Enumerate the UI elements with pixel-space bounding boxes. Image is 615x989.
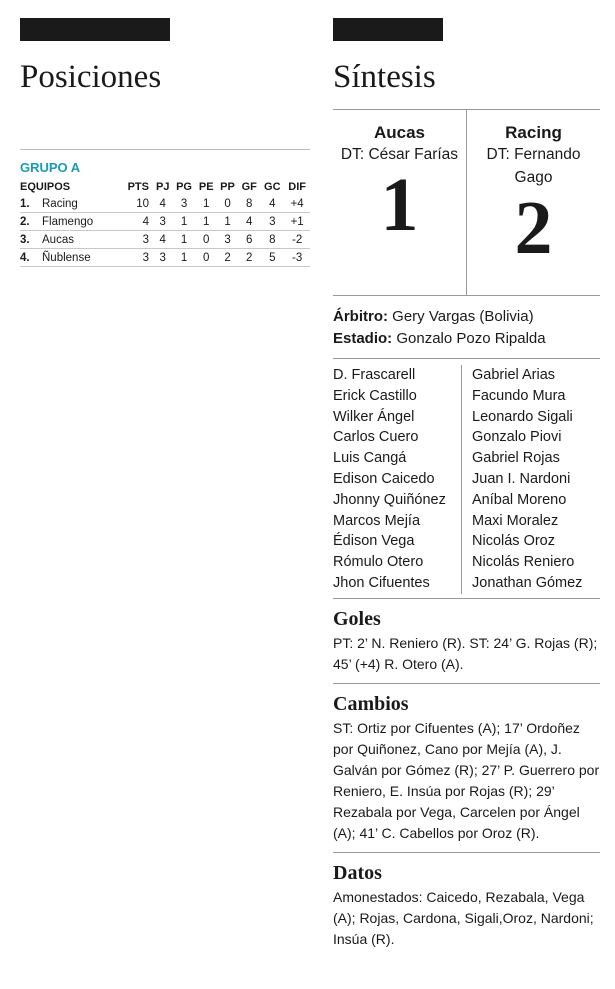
away-score: 2 xyxy=(514,186,553,270)
goals-against: 4 xyxy=(260,195,284,213)
home-score: 1 xyxy=(380,163,419,247)
drawn: 1 xyxy=(196,213,217,231)
col-header: PJ xyxy=(156,181,170,193)
goals-against: 8 xyxy=(260,231,284,249)
goal-difference: +1 xyxy=(284,213,310,231)
subs-text: ST: Ortiz por Cifuentes (A); 17’ Ordoñez por Quiñonez, Cano por Mejía (A), J. Galván por Gómez (R); 27’ P. Guerrero por Reniero, E. Insúa por Rojas (R); 29’ Rezabala por Vega, Carcelen por Ángel (A); 41’ C. Cabellos por Oroz (R). xyxy=(333,719,600,841)
goal-difference: -3 xyxy=(284,249,310,267)
section-bar xyxy=(333,18,443,41)
table-row xyxy=(20,231,310,249)
referee-label: Árbitro: xyxy=(333,308,388,325)
subs-title: Cambios xyxy=(333,692,409,715)
goals-against: 5 xyxy=(260,249,284,267)
player: Juan I. Nardoni xyxy=(472,470,571,487)
points: 3 xyxy=(116,249,153,267)
away-team-name: Racing xyxy=(505,123,562,142)
points: 10 xyxy=(116,195,153,213)
data-title: Datos xyxy=(333,861,382,884)
table-row xyxy=(20,195,310,213)
team-name: Flamengo xyxy=(42,213,116,231)
lost: 2 xyxy=(217,249,238,267)
data-block xyxy=(333,853,600,958)
position: 1. xyxy=(20,195,42,213)
team-name: Aucas xyxy=(42,231,116,249)
player: Nicolás Oroz xyxy=(472,533,555,550)
col-header: PE xyxy=(198,181,214,193)
col-header: EQUIPOS xyxy=(20,181,71,193)
played: 3 xyxy=(153,249,173,267)
player: Edison Caicedo xyxy=(333,470,435,487)
lost: 0 xyxy=(217,195,238,213)
drawn: 0 xyxy=(196,231,217,249)
goal-difference: -2 xyxy=(284,231,310,249)
goal-difference: +4 xyxy=(284,195,310,213)
player: Gonzalo Piovi xyxy=(472,429,562,446)
goals-against: 3 xyxy=(260,213,284,231)
home-team-name: Aucas xyxy=(373,123,426,142)
referee: Gery Vargas (Bolivia) xyxy=(392,308,534,325)
player: Nicolás Reniero xyxy=(472,554,575,571)
player: Erick Castillo xyxy=(333,387,417,404)
player: Aníbal Moreno xyxy=(472,491,567,508)
subs-block xyxy=(333,684,600,853)
position: 4. xyxy=(20,249,42,267)
col-header: GF xyxy=(241,181,257,193)
goals-title: Goles xyxy=(333,607,381,630)
group-name: GRUPO A xyxy=(20,160,81,175)
away-team xyxy=(467,110,600,295)
player: Marcos Mejía xyxy=(333,512,421,529)
synthesis-section xyxy=(333,18,600,958)
home-coach: DT: César Farías xyxy=(340,146,459,163)
col-header: GC xyxy=(264,181,281,193)
player: Maxi Moralez xyxy=(472,512,559,529)
section-bar xyxy=(20,18,170,41)
goals-text: PT: 2’ N. Reniero (R). ST: 24’ G. Rojas (R); 45’ (+4) R. Otero (A). xyxy=(333,634,598,672)
home-team xyxy=(333,110,467,295)
drawn: 1 xyxy=(196,195,217,213)
away-coach: DT: Fernando Gago xyxy=(486,146,581,186)
col-header: PP xyxy=(220,181,235,193)
played: 4 xyxy=(153,231,173,249)
lost: 1 xyxy=(217,213,238,231)
officials xyxy=(333,296,600,359)
standings-section xyxy=(20,18,310,267)
played: 4 xyxy=(153,195,173,213)
stadium-line xyxy=(333,328,600,350)
goals-for: 8 xyxy=(238,195,260,213)
played: 3 xyxy=(153,213,173,231)
position: 2. xyxy=(20,213,42,231)
goals-for: 6 xyxy=(238,231,260,249)
standings-title: Posiciones xyxy=(20,59,162,95)
table-row xyxy=(20,213,310,231)
lost: 3 xyxy=(217,231,238,249)
player: Jhonny Quiñónez xyxy=(333,491,446,508)
player: Leonardo Sigali xyxy=(472,408,573,425)
player: Luis Cangá xyxy=(333,450,407,467)
player: Jhon Cifuentes xyxy=(333,574,430,591)
scoreboard xyxy=(333,110,600,296)
won: 1 xyxy=(173,231,196,249)
home-lineup xyxy=(333,365,462,594)
data-text: Amonestados: Caicedo, Rezabala, Vega (A); Rojas, Cardona, Sigali,Oroz, Nardoni; Insúa (R). xyxy=(333,888,594,947)
lineups xyxy=(333,359,600,599)
col-header: PG xyxy=(176,181,192,193)
player: Gabriel Arias xyxy=(472,367,556,383)
table-row xyxy=(20,249,310,267)
player: Jonathan Gómez xyxy=(472,574,583,591)
col-header: DIF xyxy=(288,181,306,193)
col-header: PTS xyxy=(127,181,149,193)
synthesis-title: Síntesis xyxy=(333,57,600,110)
player: Rómulo Otero xyxy=(333,554,424,571)
points: 3 xyxy=(116,231,153,249)
player: Édison Vega xyxy=(333,533,415,550)
goals-for: 2 xyxy=(238,249,260,267)
position: 3. xyxy=(20,231,42,249)
player: D. Frascarell xyxy=(333,367,416,383)
stadium-label: Estadio: xyxy=(333,330,393,347)
won: 1 xyxy=(173,249,196,267)
divider xyxy=(20,149,310,150)
won: 1 xyxy=(173,213,196,231)
won: 3 xyxy=(173,195,196,213)
goals-for: 4 xyxy=(238,213,260,231)
points: 4 xyxy=(116,213,153,231)
away-lineup xyxy=(462,365,600,594)
drawn: 0 xyxy=(196,249,217,267)
goals-block xyxy=(333,599,600,684)
stadium: Gonzalo Pozo Ripalda xyxy=(396,330,546,347)
team-name: Racing xyxy=(42,195,116,213)
standings-header-row xyxy=(20,178,310,195)
referee-line xyxy=(333,306,600,328)
standings-table xyxy=(20,178,310,267)
player: Wilker Ángel xyxy=(333,408,415,425)
player: Facundo Mura xyxy=(472,387,566,404)
team-name: Ñublense xyxy=(42,249,116,267)
player: Gabriel Rojas xyxy=(472,450,560,467)
player: Carlos Cuero xyxy=(333,429,419,446)
